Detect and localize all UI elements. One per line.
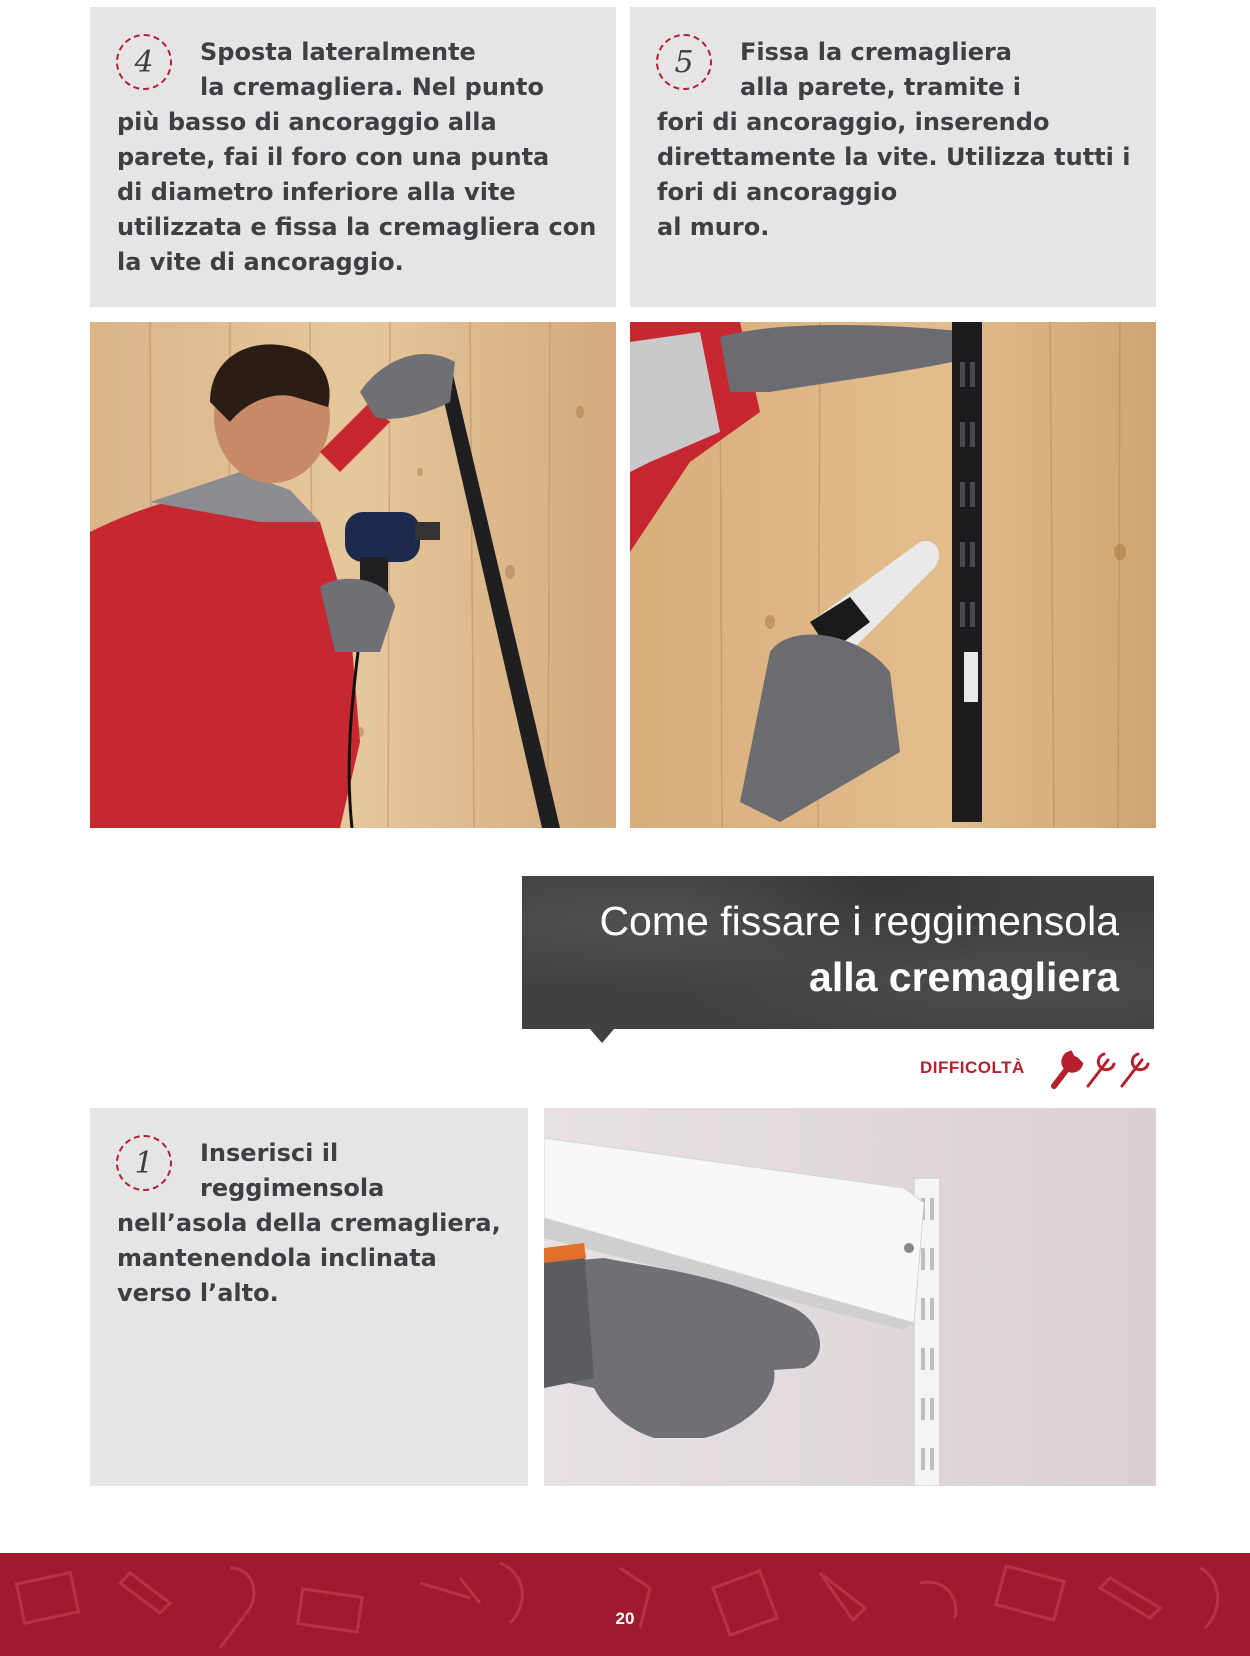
step-5-line: direttamente la vite. Utilizza tutti i <box>657 143 1131 171</box>
section-title-line2: alla cremagliera <box>809 954 1119 1000</box>
step-5-line: alla parete, tramite i <box>740 73 1021 101</box>
wrench-icon <box>1088 1054 1114 1086</box>
step-5-line: al muro. <box>657 213 770 241</box>
step-1-number: 1 <box>116 1135 172 1191</box>
step-1-line: reggimensola <box>200 1174 385 1202</box>
banner-pointer <box>590 1029 614 1043</box>
step-4-box <box>90 7 616 307</box>
step-5-line: fori di ancoraggio, inserendo <box>657 108 1050 136</box>
photo-inserting-bracket <box>544 1108 1156 1486</box>
step-4-line: parete, fai il foro con una punta <box>117 143 550 171</box>
wrench-icon <box>1054 1054 1080 1086</box>
wrench-icon <box>1122 1054 1148 1086</box>
step-1-line: nell’asola della cremagliera, <box>117 1209 501 1237</box>
step-4-line: Sposta lateralmente <box>200 38 476 66</box>
step-1-line: verso l’alto. <box>117 1279 279 1307</box>
step-1-line: Inserisci il <box>200 1139 339 1167</box>
footer-tools-pattern <box>0 1553 1250 1656</box>
step-4-line: la cremagliera. Nel punto <box>200 73 544 101</box>
step-5-line: fori di ancoraggio <box>657 178 898 206</box>
difficulty-label: DIFFICOLTÀ <box>920 1058 1025 1077</box>
page-number: 20 <box>615 1609 635 1628</box>
section-title-banner <box>522 876 1154 1029</box>
step-4-text <box>117 35 596 280</box>
photo-drilling-wall <box>90 322 616 828</box>
difficulty-wrenches <box>1048 1044 1158 1090</box>
photo-screwing-rail <box>630 322 1156 828</box>
step-5-box <box>630 7 1156 307</box>
step-4-line: più basso di ancoraggio alla <box>117 108 497 136</box>
section-title-line1: Come fissare i reggimensola <box>599 898 1119 944</box>
step-4-line: utilizzata e fissa la cremagliera con <box>117 213 597 241</box>
step-4-line: di diametro inferiore alla vite <box>117 178 516 206</box>
step-1-box <box>90 1108 528 1486</box>
footer-bar <box>0 1553 1250 1656</box>
step-4-line: la vite di ancoraggio. <box>117 248 404 276</box>
step-5-text <box>657 35 1130 245</box>
step-1-text <box>117 1136 501 1311</box>
step-5-line: Fissa la cremagliera <box>740 38 1013 66</box>
step-4-number: 4 <box>116 34 172 90</box>
step-5-number: 5 <box>656 34 712 90</box>
step-1-line: mantenendola inclinata <box>117 1244 437 1272</box>
